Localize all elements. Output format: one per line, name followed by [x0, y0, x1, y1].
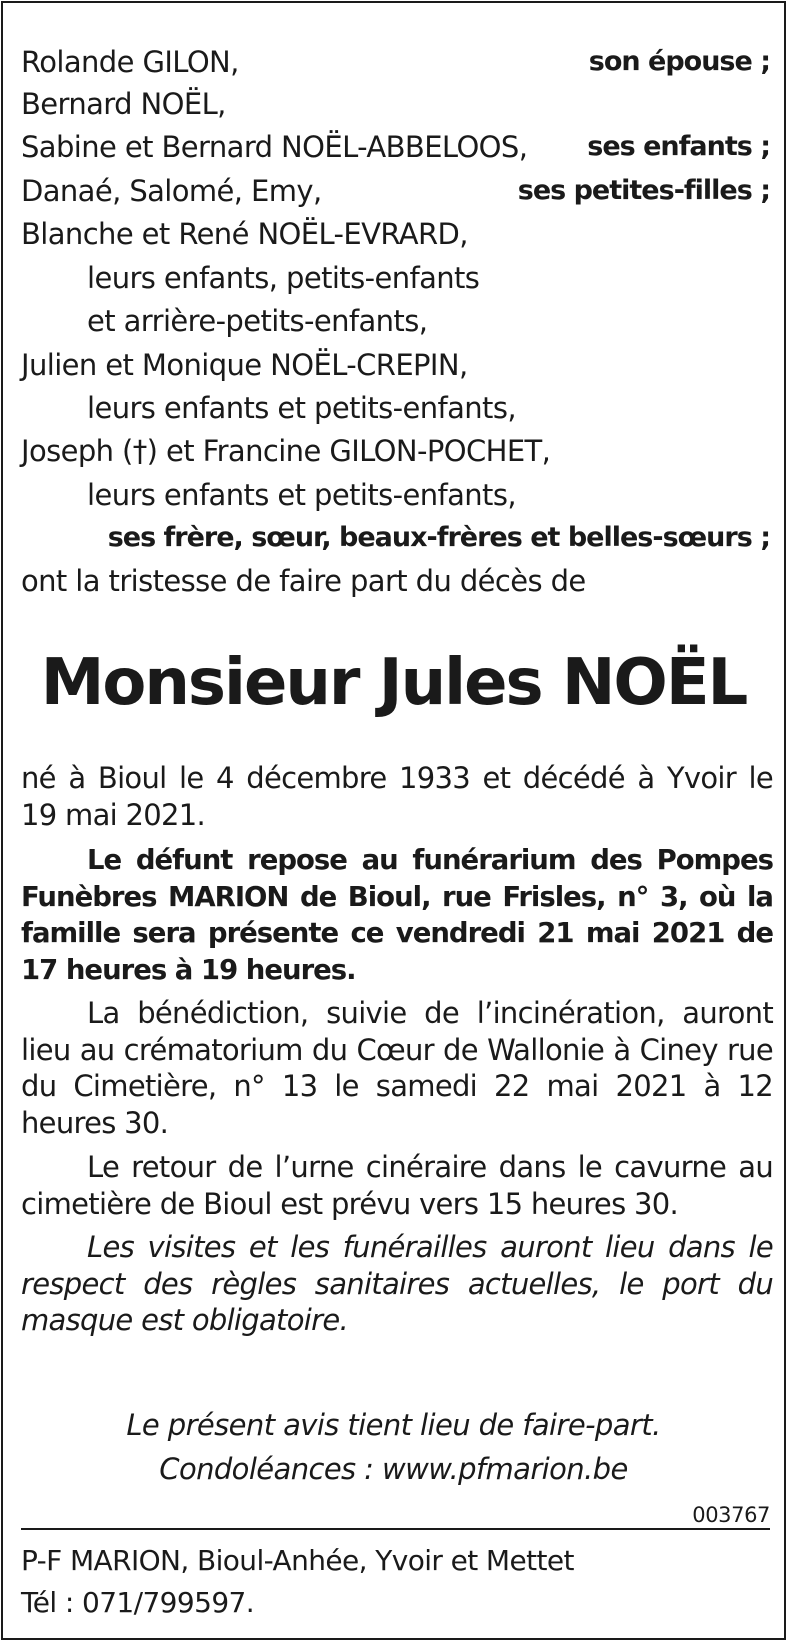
- relation-fratrie: ses frère, sœur, beaux-frères et belles-sœurs ;: [107, 522, 770, 553]
- funeral-company: P-F MARION, Bioul-Anhée, Yvoir et Mettet: [21, 1544, 574, 1577]
- funeral-phone: Tél : 071/799597.: [21, 1586, 255, 1619]
- family-line-4: Danaé, Salomé, Emy,: [21, 174, 322, 208]
- sanitaire-text: Les visites et les funérailles auront lieu dans le respect des règles sanitaires actuelles, le port du masque est obligatoire.: [21, 1230, 773, 1338]
- ceremony-paragraph: [21, 995, 773, 1141]
- family-line-1: Rolande GILON,: [21, 45, 239, 79]
- announcement-line: ont la tristesse de faire part du décès de: [21, 564, 586, 598]
- family-line-7: et arrière-petits-enfants,: [87, 304, 428, 338]
- reference-number: 003767: [692, 1503, 770, 1527]
- footer-divider: [21, 1528, 770, 1530]
- sanitaire-paragraph: [21, 1229, 773, 1339]
- urne-paragraph: [21, 1149, 773, 1222]
- urne-text: Le retour de l’urne cinéraire dans le cavurne au cimetière de Bioul est prévu vers 15 heures 30.: [21, 1150, 773, 1221]
- relation-petites-filles: ses petites-filles ;: [517, 175, 770, 206]
- faire-part-notice: Le présent avis tient lieu de faire-part.: [126, 1408, 661, 1442]
- birth-death-paragraph: [21, 760, 773, 833]
- family-line-11: leurs enfants et petits-enfants,: [87, 478, 516, 512]
- obituary-notice: [1, 1, 786, 1640]
- relation-epouse: son épouse ;: [588, 46, 770, 77]
- relation-enfants: ses enfants ;: [587, 131, 770, 162]
- repose-text: Le défunt repose au funérarium des Pompes Funèbres MARION de Bioul, rue Frisles, n° 3, où la famille sera présente ce vendredi 21 mai 2021 de 17 heures à 19 heures.: [21, 844, 773, 986]
- family-line-10: Joseph (†) et Francine GILON-POCHET,: [21, 434, 551, 468]
- family-line-6: leurs enfants, petits-enfants: [87, 261, 480, 295]
- birth-death-text: né à Bioul le 4 décembre 1933 et décédé à Yvoir le 19 mai 2021.: [21, 761, 773, 832]
- condoleances-notice: Condoléances : www.pfmarion.be: [159, 1452, 628, 1486]
- family-line-5: Blanche et René NOËL-EVRARD,: [21, 217, 468, 251]
- repose-paragraph: [21, 842, 773, 988]
- family-line-3: Sabine et Bernard NOËL-ABBELOOS,: [21, 130, 528, 164]
- family-line-9: leurs enfants et petits-enfants,: [87, 391, 516, 425]
- family-line-8: Julien et Monique NOËL-CREPIN,: [21, 348, 468, 382]
- family-line-2: Bernard NOËL,: [21, 87, 226, 121]
- ceremony-text: La bénédiction, suivie de l’incinération, auront lieu au crématorium du Cœur de Wallonie à Ciney rue du Cimetière, n° 13 le samedi 22 mai 2021 à 12 heures 30.: [21, 996, 773, 1140]
- deceased-name: Monsieur Jules NOËL: [40, 646, 747, 720]
